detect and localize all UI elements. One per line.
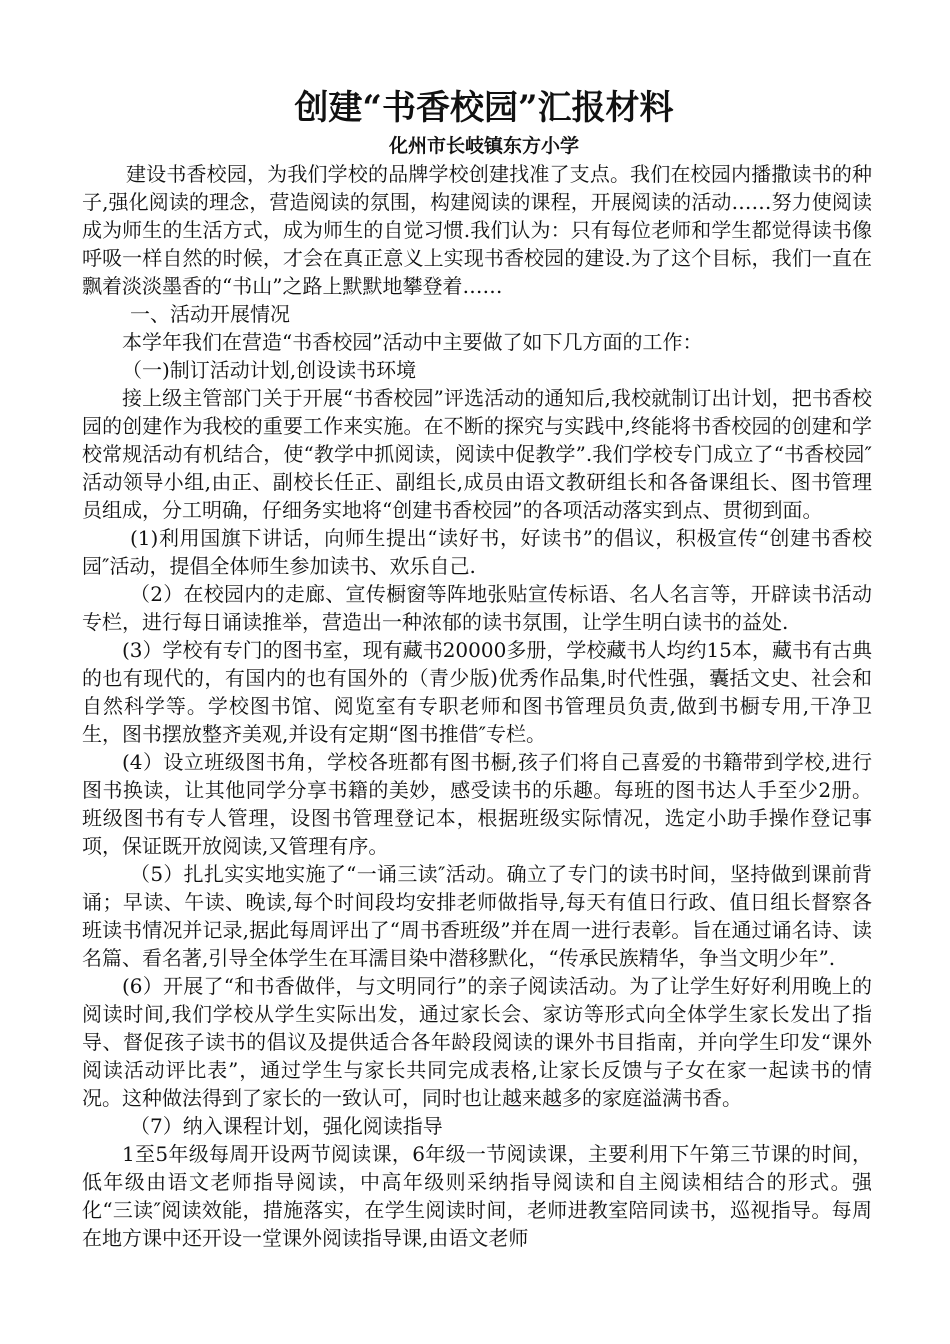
list-item: (1)利用国旗下讲话，向师生提出“读好书，好读书”的倡议，积极宣传“创建书香校园″活动，提倡全体师生参加读书、欢乐自己. bbox=[82, 526, 872, 578]
subsection-heading: （一)制订活动计划,创设读书环境 bbox=[122, 358, 417, 382]
list-item: （5）扎扎实实地实施了“一诵三读″活动。确立了专门的读书时间，坚持做到课前背诵；早读、午读、晚读,每个时间段均安排老师做指导,每天有值日行政、值日组长督察各班读书情况并记录,据此每周评出了“周书香班级”并在周一进行表彰。旨在通过诵名诗、读名篇、看名著,引导全体学生在耳濡目染中潜移默化，“传承民族精华，争当文明少年”. bbox=[82, 862, 872, 970]
document-subtitle: 化州市长岐镇东方小学 bbox=[388, 135, 579, 157]
paragraph-subsection-body: 接上级主管部门关于开展“书香校园”评选活动的通知后,我校就制订出计划，把书香校园的创建作为我校的重要工作来实施。在不断的探究与实践中,终能将书香校园的创建和学校常规活动有机结合，使“教学中抓阅读，阅读中促教学”.我们学校专门成立了“书香校园″活动领导小组,由正、副校长任正、副组长,成员由语文教研组长和各备课组长、图书管理员组成，分工明确，仔细务实地将“创建书香校园”的各项活动落实到点、贯彻到面。 bbox=[82, 386, 872, 522]
list-item: (3）学校有专门的图书室，现有藏书20000多册，学校藏书人均约15本，藏书有古典的也有现代的，有国内的也有国外的（青少版)优秀作品集,时代性强，囊括文史、社会和自然科学等。学校图书馆、阅览室有专职老师和图书管理员负责,做到书橱专用,干净卫生，图书摆放整齐美观,并设有定期“图书推借″专栏。 bbox=[82, 638, 872, 746]
list-item: （7）纳入课程计划，强化阅读指导 bbox=[130, 1114, 443, 1138]
list-item: (6）开展了“和书香做伴，与文明同行”的亲子阅读活动。为了让学生好好利用晚上的阅读时间,我们学校从学生实际出发，通过家长会、家访等形式向全体学生家长发出了指导、督促孩子读书的倡议及提供适合各年龄段阅读的课外书目指南，并向学生印发“课外阅读活动评比表”，通过学生与家长共同完成表格,让家长反馈与子女在家一起读书的情况。这种做法得到了家长的一致认可，同时也让越来越多的家庭溢满书香。 bbox=[82, 974, 872, 1110]
list-item: （2）在校园内的走廊、宣传橱窗等阵地张贴宣传标语、名人名言等，开辟读书活动专栏，进行每日诵读推举，营造出一种浓郁的读书氛围，让学生明白读书的益处. bbox=[82, 582, 872, 634]
paragraph-section-intro: 本学年我们在营造“书香校园”活动中主要做了如下几方面的工作： bbox=[122, 330, 703, 354]
document-title: 创建“书香校园”汇报材料 bbox=[294, 88, 674, 128]
paragraph-course-plan: 1至5年级每周开设两节阅读课，6年级一节阅读课，主要利用下午第三节课的时间，低年级由语文老师指导阅读，中高年级则采纳指导阅读和自主阅读相结合的形式。强化“三读″阅读效能，措施落实，在学生阅读时间，老师进教室陪同读书，巡视指导。每周在地方课中还开设一堂课外阅读指导课,由语文老师 bbox=[82, 1142, 872, 1250]
document-page bbox=[82, 84, 872, 1252]
paragraph-intro: 建设书香校园，为我们学校的品牌学校创建找准了支点。我们在校园内播撒读书的种子,强化阅读的理念，营造阅读的氛围，构建阅读的课程，开展阅读的活动……努力使阅读成为师生的生活方式，成为师生的自觉习惯.我们认为：只有每位老师和学生都觉得读书像呼吸一样自然的时候，才会在真正意义上实现书香校园的建设.为了这个目标，我们一直在飘着淡淡墨香的“书山”之路上默默地攀登着…… bbox=[82, 162, 872, 298]
section-heading: 一、活动开展情况 bbox=[130, 302, 290, 326]
list-item: (4）设立班级图书角，学校各班都有图书橱,孩子们将自己喜爱的书籍带到学校,进行图书换读，让其他同学分享书籍的美妙，感受读书的乐趣。每班的图书达人手至少2册。班级图书有专人管理，设图书管理登记本，根据班级实际情况，选定小助手操作登记事项，保证既开放阅读,又管理有序。 bbox=[82, 750, 872, 858]
